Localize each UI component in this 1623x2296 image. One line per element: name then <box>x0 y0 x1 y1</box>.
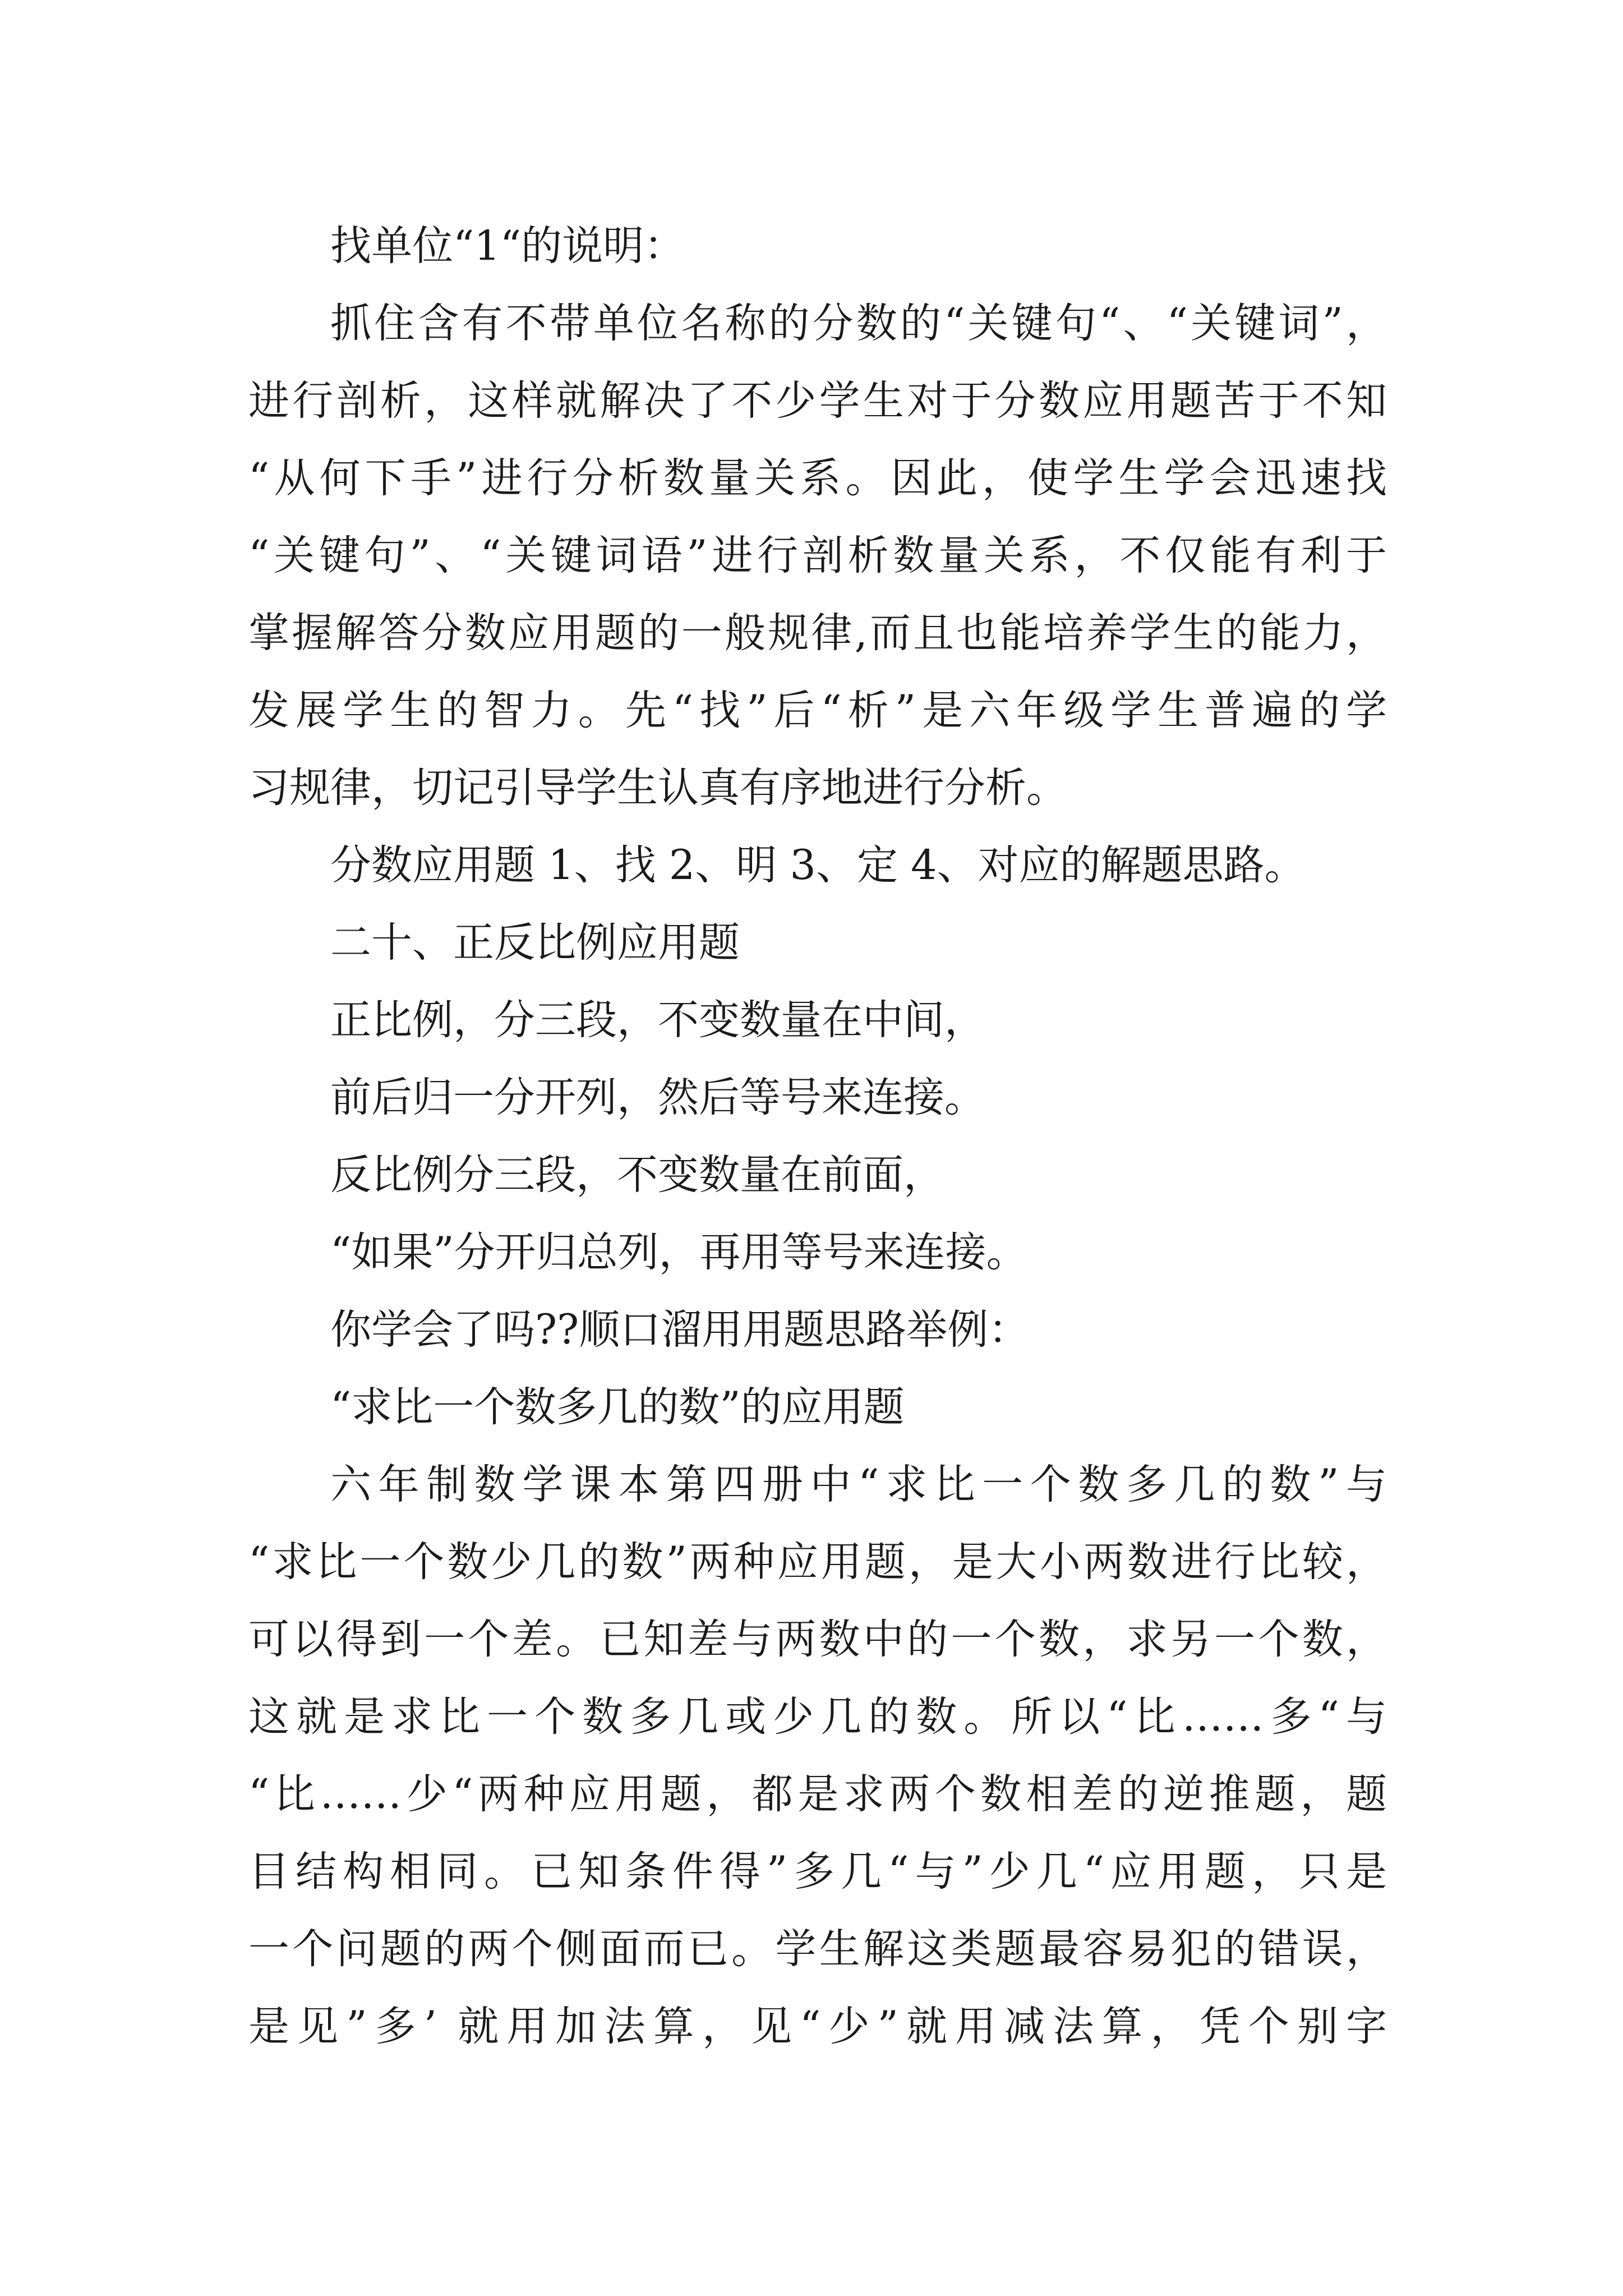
text-line: “如果”分开归总列，再用等号来连接。 <box>330 1228 1027 1276</box>
text-line: 是见”多’ 就用加法算，见“少”就用减法算，凭个别字 <box>248 2003 1387 2050</box>
text-line: 这就是求比一个数多几或少几的数。所以“比……多“与 <box>248 1693 1387 1741</box>
text-line: 发展学生的智力。先“找”后“析”是六年级学生普遍的学 <box>248 687 1387 734</box>
text-line: 反比例分三段，不变数量在前面， <box>330 1151 944 1199</box>
text-line: “关键句”、“关键词语”进行剖析数量关系，不仅能有利于 <box>248 532 1387 579</box>
text-line: 目结构相同。已知条件得”多几“与”少几“应用题，只是 <box>248 1848 1387 1895</box>
text-line: 一个问题的两个侧面而已。学生解这类题最容易犯的错误， <box>248 1925 1387 1973</box>
text-line: 掌握解答分数应用题的一般规律,而且也能培养学生的能力， <box>248 609 1387 657</box>
paragraph-textbook-explanation <box>248 1446 1387 2065</box>
text-line: 你学会了吗??顺口溜用用题思路举例： <box>330 1306 1030 1354</box>
text-line: 前后归一分开列，然后等号来连接。 <box>330 1074 985 1121</box>
document-body <box>248 208 1387 2065</box>
text-line: 二十、正反比例应用题 <box>330 919 740 967</box>
rhyme-line-2 <box>248 1059 1387 1137</box>
text-line: “求比一个数少几的数”两种应用题，是大小两数进行比较， <box>248 1538 1387 1586</box>
text-line: 分数应用题 1、找 2、明 3、定 4、对应的解题思路。 <box>330 841 1306 889</box>
text-line: 习规律，切记引导学生认真有序地进行分析。 <box>248 764 1067 812</box>
text-line: “比……少“两种应用题，都是求两个数相差的逆推题，题 <box>248 1770 1387 1818</box>
rhyme-line-3 <box>248 1137 1387 1214</box>
text-line: “从何下手”进行分析数量关系。因此，使学生学会迅速找 <box>248 454 1387 502</box>
text-line: 找单位“1“的说明： <box>330 222 685 270</box>
section-heading-proportion <box>248 904 1387 982</box>
text-line: 正比例，分三段，不变数量在中间， <box>330 996 985 1044</box>
paragraph-key-sentence-analysis <box>248 285 1387 827</box>
paragraph-fraction-steps <box>248 827 1387 904</box>
text-line: 可以得到一个差。已知差与两数中的一个数，求另一个数， <box>248 1616 1387 1663</box>
text-line: “求比一个数多几的数”的应用题 <box>330 1383 905 1431</box>
paragraph-unit-one-heading <box>248 208 1387 285</box>
text-line: 六年制数学课本第四册中“求比一个数多几的数”与 <box>330 1461 1387 1508</box>
text-line: 抓住含有不带单位名称的分数的“关键句“、“关键词”， <box>330 300 1387 347</box>
subheading-more-than <box>248 1369 1387 1446</box>
paragraph-example-intro <box>248 1291 1387 1369</box>
rhyme-line-4 <box>248 1214 1387 1291</box>
text-line: 进行剖析，这样就解决了不少学生对于分数应用题苦于不知 <box>248 377 1387 425</box>
rhyme-line-1 <box>248 982 1387 1059</box>
